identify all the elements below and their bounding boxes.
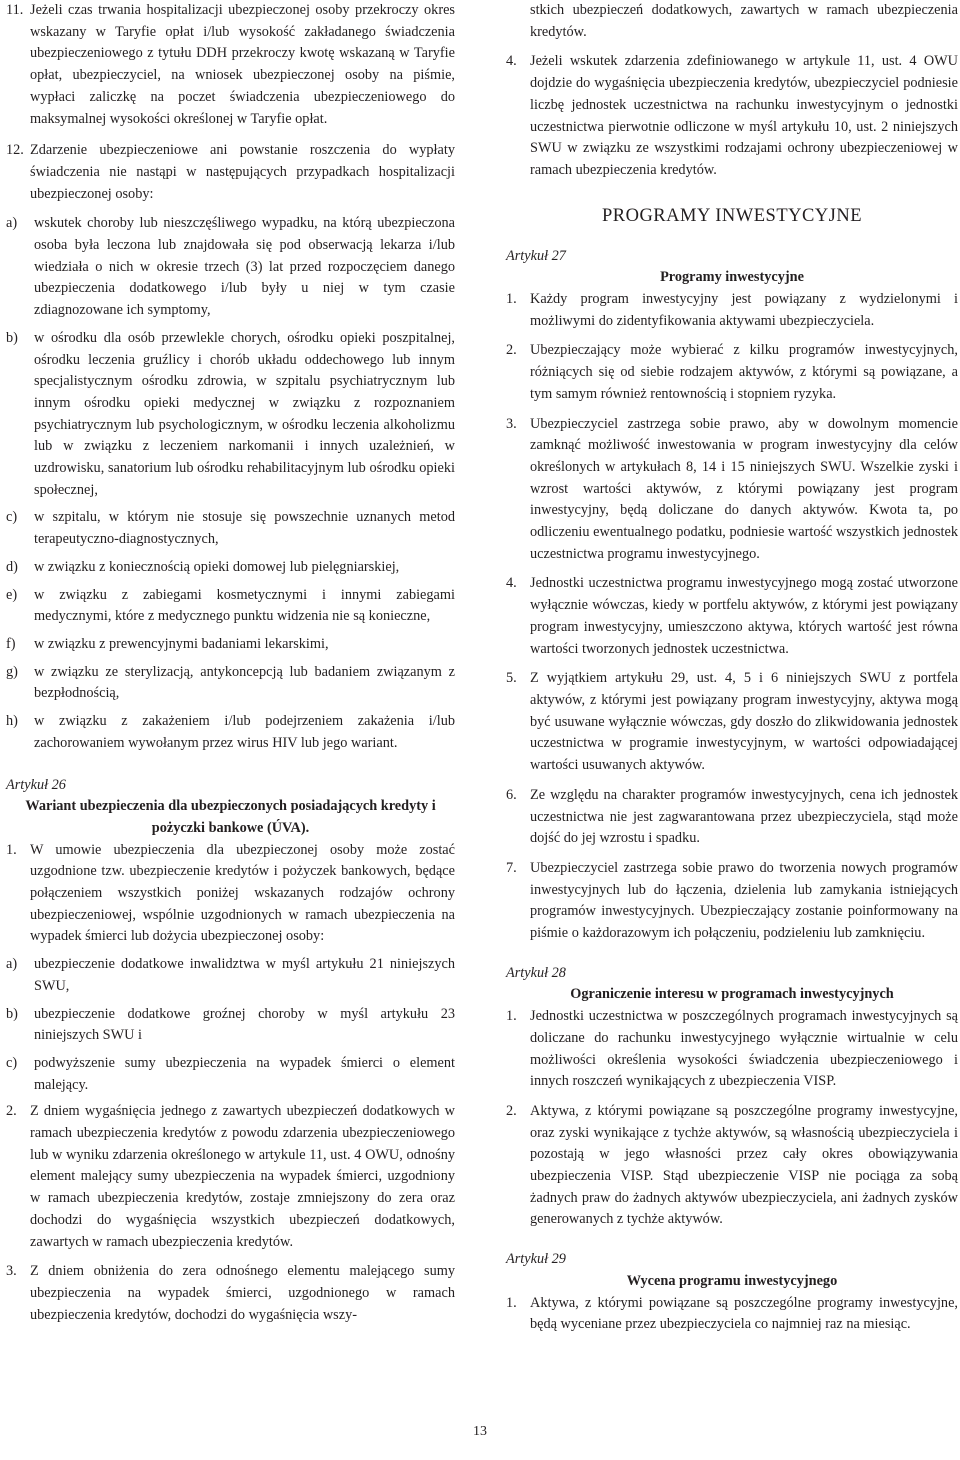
list-item bbox=[6, 557, 455, 579]
paragraph-text: Jednostki uczestnictwa programu inwestycyjnego mogą zostać utworzone wyłącznie wówczas, kiedy w portfelu aktywów, z którymi jest powiązany program inwestycyjny, umieszczono aktywa, których wartość jest równa wartości tworzonych jednostek uczestnictwa. bbox=[530, 575, 958, 657]
article-26-paragraph-4 bbox=[506, 51, 958, 181]
paragraph-11 bbox=[6, 0, 455, 130]
list-text: ubezpieczenie dodatkowe inwalidztwa w myśl artykułu 21 niniejszych SWU, bbox=[34, 956, 455, 994]
paragraph-number: 6. bbox=[506, 786, 517, 803]
paragraph-number: 12. bbox=[6, 142, 24, 159]
list-label: h) bbox=[6, 713, 18, 730]
paragraph-number: 4. bbox=[506, 575, 517, 592]
article-number: Artykuł 26 bbox=[6, 776, 66, 793]
article-27-item bbox=[506, 289, 958, 332]
list-text: w związku z zabiegami kosmetycznymi i innymi zabiegami medycznymi, które z medycznego punktu widzenia nie są konieczne, bbox=[34, 586, 455, 625]
paragraph-text: Aktywa, z którymi powiązane są poszczególne programy inwestycyjne, będą wyceniane przez ubezpieczyciela co najmniej raz na miesiąc. bbox=[530, 1294, 958, 1333]
paragraph-number: 7. bbox=[506, 859, 517, 876]
list-item bbox=[6, 585, 455, 628]
list-text: w związku z koniecznością opieki domowej lub pielęgniarskiej, bbox=[34, 558, 400, 575]
list-item bbox=[6, 954, 455, 997]
paragraph-text: Jeżeli czas trwania hospitalizacji ubezpieczonej osoby przekroczy okres wskazany w Taryfie opłat i/lub wysokość zakładanego świadczenia ubezpieczeniowego z tytułu DDH przekroczy kwotę wskazaną w Taryfie opłat, ubezpieczyciel, na wniosek ubezpieczonej osoby na piśmie, wypłaci zaliczkę na poczet świadczenia ubezpieczeniowego do maksymalnej wysokości określonej w Taryfie opłat. bbox=[30, 2, 455, 127]
list-item bbox=[6, 634, 455, 656]
right-column bbox=[506, 0, 958, 1344]
article-title: Wariant ubezpieczenia dla ubezpieczonych posiadających kredyty i pożyczki bankowe (ÚVA). bbox=[25, 798, 436, 836]
paragraph-text: Ze względu na charakter programów inwestycyjnych, cena ich jednostek uczestnictwa nie jest zagwarantowana przez ubezpieczyciela, stąd może dojść do jej wzrostu i spadku. bbox=[530, 786, 958, 847]
list-label: g) bbox=[6, 663, 18, 680]
paragraph-number: 2. bbox=[6, 1103, 17, 1120]
list-label: b) bbox=[6, 1005, 18, 1022]
list-text: podwyższenie sumy ubezpieczenia na wypadek śmierci o element malejący. bbox=[34, 1054, 455, 1093]
article-number: Artykuł 29 bbox=[506, 1251, 566, 1268]
left-column bbox=[6, 0, 455, 1334]
article-29-item bbox=[506, 1293, 958, 1336]
article-26-paragraph-1 bbox=[6, 840, 455, 949]
paragraph-number: 3. bbox=[506, 415, 517, 432]
list-text: w ośrodku dla osób przewlekle chorych, ośrodku opieki poszpitalnej, ośrodku leczenia gruźlicy i chorób układu oddechowego lub innym specjalistycznym ośrodku zdrowia, w szpitalu psychiatrycznym lub innym ośrodku opieki medycznej w związku z rozpoznaniem psychiatrycznym lub psychologicznym, w ośrodku leczenia alkoholizmu lub w związku z leczeniem narkomanii i innych uzależnień, w uzdrowisku, sanatorium lub ośrodku rehabilitacyjnym lub ośrodku opieki społecznej, bbox=[34, 329, 455, 498]
list-text: w związku ze sterylizacją, antykoncepcją lub badaniem związanym z bezpłodnością, bbox=[34, 663, 455, 702]
paragraph-12 bbox=[6, 140, 455, 205]
list-text: ubezpieczenie dodatkowe groźnej choroby w myśl artykułu 23 niniejszych SWU i bbox=[34, 1005, 455, 1044]
article-title: Programy inwestycyjne bbox=[660, 269, 804, 286]
list-label: b) bbox=[6, 329, 18, 346]
article-27-item bbox=[506, 668, 958, 777]
list-text: wskutek choroby lub nieszczęśliwego wypadku, na którą ubezpieczona osoba była leczona lub znajdowała się pod obserwacją lekarza i/lub wiedziała o nich w okresie trzech (3) lat przed rozpoczęciem danego ubezpieczenia dodatkowego i/lub były u niej w tym czasie zdiagnozowane ich symptomy, bbox=[34, 215, 455, 319]
paragraph-text: Z wyjątkiem artykułu 29, ust. 4, 5 i 6 niniejszych SWU z portfela aktywów, z którymi jest powiązany program inwestycyjny, aktywa mogą być usuwane wyłącznie wówczas, gdy doszło do zlikwidowania jednostek uczestnictwa w programie inwestycyjnym, w wartości odpowiadającej wartości usuwanych aktywów. bbox=[530, 670, 958, 774]
paragraph-continuation: stkich ubezpieczeń dodatkowych, zawartych w ramach ubezpieczenia kredytów. bbox=[530, 2, 958, 40]
paragraph-text: Z dniem wygaśnięcia jednego z zawartych ubezpieczeń dodatkowych w ramach ubezpieczenia kredytów z powodu zdarzenia ubezpieczeniowego lub w wyniku zdarzenia określonego w artykule 11, ust. 4 OWU, odnośny element malejący sumy ubezpieczenia na wypadek śmierci, uzgodniony w ramach ubezpieczenia kredytów, zostaje zmniejszony do zera oraz dochodzi do wygaśnięcia wszystkich ubezpieczeń dodatkowych, zawartych w ramach ubezpieczenia kredytów. bbox=[30, 1103, 455, 1250]
article-27-item bbox=[506, 414, 958, 566]
article-28-item bbox=[506, 1006, 958, 1093]
page-number: 13 bbox=[473, 1424, 487, 1439]
list-label: d) bbox=[6, 558, 18, 575]
list-item bbox=[6, 507, 455, 550]
list-item bbox=[6, 328, 455, 502]
list-label: f) bbox=[6, 635, 16, 652]
article-26-paragraph-2 bbox=[6, 1101, 455, 1253]
list-item bbox=[6, 662, 455, 705]
list-text: w związku z prewencyjnymi badaniami lekarskimi, bbox=[34, 635, 329, 652]
list-label: c) bbox=[6, 1054, 18, 1071]
article-number: Artykuł 28 bbox=[506, 964, 566, 981]
article-27-item bbox=[506, 785, 958, 850]
list-item bbox=[6, 1053, 455, 1096]
article-26-paragraph-3 bbox=[6, 1261, 455, 1326]
paragraph-text: Z dniem obniżenia do zera odnośnego elementu malejącego sumy ubezpieczenia na wypadek śmierci, uzgodnionego w ramach ubezpieczenia kredytów, dochodzi do wygaśnięcia wszy- bbox=[30, 1263, 455, 1323]
article-28-item bbox=[506, 1101, 958, 1231]
paragraph-number: 3. bbox=[6, 1263, 17, 1280]
list-label: a) bbox=[6, 956, 18, 973]
paragraph-number: 1. bbox=[506, 1008, 517, 1025]
article-27-item bbox=[506, 858, 958, 945]
article-title: Ograniczenie interesu w programach inwestycyjnych bbox=[570, 986, 894, 1003]
paragraph-text: Ubezpieczający może wybierać z kilku programów inwestycyjnych, różniących się od siebie rodzajem aktywów, z którymi są powiązane, a tym samym również rentownością i stopniem ryzyka. bbox=[530, 342, 958, 402]
paragraph-number: 5. bbox=[506, 670, 517, 687]
article-27-item bbox=[506, 573, 958, 660]
paragraph-text: Ubezpieczyciel zastrzega sobie prawo, aby w dowolnym momencie zamknąć możliwość inwestowania w program inwestycyjny dla celów określonych w artykułach 8, 14 i 15 niniejszych SWU. Wszelkie zyski i wzrost wartości aktywów, z którymi powiązany jest program inwestycyjny, będą doliczane do danych aktywów. Kwota ta, po odliczeniu ewentualnego podatku, podniesie wartość wszystkich jednostek uczestnictwa programu inwestycyjnego. bbox=[530, 415, 958, 562]
paragraph-number: 2. bbox=[506, 342, 517, 359]
paragraph-number: 2. bbox=[506, 1102, 517, 1119]
paragraph-number: 1. bbox=[6, 841, 17, 858]
paragraph-number: 4. bbox=[506, 53, 517, 70]
list-text: w szpitalu, w którym nie stosuje się powszechnie uznanych metod terapeutyczno-diagnostycznych, bbox=[34, 509, 455, 548]
paragraph-text: Jeżeli wskutek zdarzenia zdefiniowanego w artykule 11, ust. 4 OWU dojdzie do wygaśnięcia ubezpieczenia kredytów, ubezpieczyciel podniesie liczbę jednostek uczestnictwa na rachunku inwestycyjnym o jednostki uczestnictwa pierwotnie odliczone w myśl artykułu 10, ust. 2 niniejszych SWU w związku ze wszystkimi rodzajami ochrony ubezpieczeniowej w ramach ubezpieczenia kredytów. bbox=[530, 53, 958, 178]
article-27-item bbox=[506, 340, 958, 405]
article-title: Wycena programu inwestycyjnego bbox=[626, 1272, 838, 1289]
list-text: w związku z zakażeniem i/lub podejrzeniem zakażenia i/lub zachorowaniem wywołanym przez wirus HIV lub jego wariant. bbox=[34, 713, 455, 751]
paragraph-number: 11. bbox=[6, 2, 24, 18]
paragraph-text: Każdy program inwestycyjny jest powiązany z wydzielonymi i możliwymi do zidentyfikowania aktywami ubezpieczyciela. bbox=[530, 291, 958, 329]
paragraph-text: W umowie ubezpieczenia dla ubezpieczonej osoby może zostać uzgodnione tzw. ubezpieczenie kredytów i pożyczek bankowych, będące połączeniem wszystkich poniżej wskazanych rodzajów ochrony ubezpieczeniowej, wspólnie uzgodnionych w ramach ubezpieczenia na wypadek śmierci lub dożycia ubezpieczonej osoby: bbox=[30, 841, 455, 945]
list-item bbox=[6, 711, 455, 754]
paragraph-text: Jednostki uczestnictwa w poszczególnych programach inwestycyjnych są doliczane do rachunku inwestycyjnego wyłącznie wirtualnie w celu możliwości określenia wysokości świadczenia ubezpieczeniowego i innych roszczeń wynikających z ubezpieczenia VISP. bbox=[530, 1008, 958, 1090]
paragraph-number: 1. bbox=[506, 1294, 517, 1311]
paragraph-text: Ubezpieczyciel zastrzega sobie prawo do tworzenia nowych programów inwestycyjnych lub do łączenia, dzielenia lub zamykania istniejących programów inwestycyjnych. Ubezpieczający zostanie poinformowany na piśmie o każdorazowym ich połączeniu, podzieleniu lub zamknięciu. bbox=[530, 859, 958, 942]
section-title: PROGRAMY INWESTYCYJNE bbox=[601, 205, 863, 226]
article-number: Artykuł 27 bbox=[506, 247, 566, 264]
list-item bbox=[6, 1004, 455, 1047]
list-label: a) bbox=[6, 215, 18, 232]
list-label: e) bbox=[6, 586, 18, 603]
paragraph-text: Aktywa, z którymi powiązane są poszczególne programy inwestycyjne, oraz zyski wynikające z tychże aktywów, są własnością ubezpieczyciela i pozostają w jego własności przez cały okres obowiązywania ubezpieczenia VISP. Stąd ubezpieczenie VISP nie pociąga za sobą żadnych praw do żadnych aktywów ubezpieczyciela, ani żadnych zysków generowanych z tychże aktywów. bbox=[530, 1102, 958, 1228]
list-item bbox=[6, 213, 455, 322]
list-label: c) bbox=[6, 509, 18, 526]
paragraph-text: Zdarzenie ubezpieczeniowe ani powstanie roszczenia do wypłaty świadczenia nie nastąpi w następujących przypadkach hospitalizacji ubezpieczonej osoby: bbox=[30, 142, 455, 202]
paragraph-number: 1. bbox=[506, 291, 517, 308]
